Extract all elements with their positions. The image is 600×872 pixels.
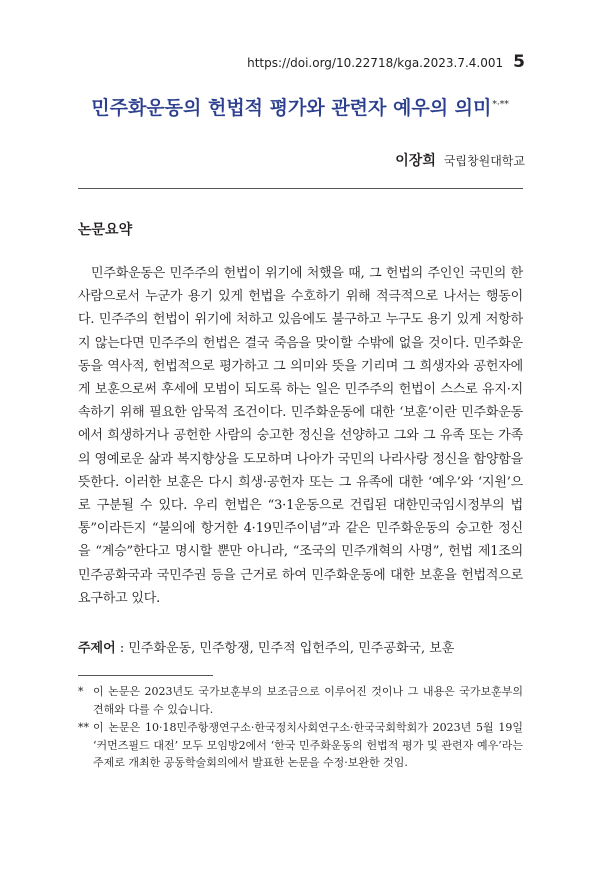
header-divider [78,188,523,189]
keywords-line [78,637,523,656]
page-header [247,52,525,72]
author-name: 이장희 [395,153,436,169]
paper-title-text: 민주화운동의 헌법적 평가와 관련자 예우의 의미 [91,97,492,119]
footnote-2 [78,719,523,772]
abstract-heading: 논문요약 [78,222,133,238]
author-block [395,150,525,170]
keywords-list: 민주화운동, 민주항쟁, 민주적 입헌주의, 민주공화국, 보훈 [128,641,455,656]
footnote-2-mark: ** [78,721,89,734]
abstract-body: 민주화운동은 민주주의 헌법이 위기에 처했을 때, 그 헌법의 주인인 국민의 한 사람으로서 누군가 용기 있게 헌법을 수호하기 위해 적극적으로 나서는 행동이다. 민주주의 헌법이 위기에 처하고 있음에도 불구하고 누구도 용기 있게 저항하지 않는다면 민주주의 헌법은 결국 죽음을 맞이할 수밖에 없을 것이다. 민주화운동을 역사적, 헌법적으로 평가하고 그 의미와 뜻을 기리며 그 희생자와 공헌자에게 보훈으로써 후세에 모범이 되도록 하는 일은 민주주의 헌법이 스스로 유지·지속하기 위해 필요한 암묵적 조건이다. 민주화운동에 대한 ‘보훈’이란 민주화운동에서 희생하거나 공헌한 사람의 숭고한 정신을 선양하고 그와 그 유족 또는 가족의 영예로운 삶과 복지향상을 도모하며 나아가 국민의 나라사랑 정신을 함양함을 뜻한다. 이러한 보훈은 다시 희생·공헌자 또는 그 유족에 대한 ‘예우’와 ‘지원’으로 구분될 수 있다. 우리 헌법은 “3·1운동으로 건립된 대한민국임시정부의 법통”이라든지 “불의에 항거한 4·19민주이념”과 같은 민주화운동의 숭고한 정신을 “계승”한다고 명시할 뿐만 아니라, “조국의 민주개혁의 사명”, 헌법 제1조의 민주공화국과 국민주권 등을 근거로 하여 민주화운동에 대한 보훈을 헌법적으로 요구하고 있다. [78,266,523,606]
author-affiliation: 국립창원대학교 [443,154,525,168]
page-number: 5 [513,52,525,72]
footnote-1 [78,683,523,718]
keywords-separator: : [115,641,129,656]
footnote-1-mark: * [78,685,84,698]
footnote-divider [78,675,213,676]
footnote-1-text: 이 논문은 2023년도 국가보훈부의 보조금으로 이루어진 것이나 그 내용은 국가보훈부의 견해와 다를 수 있습니다. [93,685,523,716]
footnote-2-text: 이 논문은 10·18민주항쟁연구소·한국정치사회연구소·한국국회학회가 2023년 5월 19일 ‘커먼즈필드 대전’ 모두 모임방2에서 ‘한국 민주화운동의 헌법적 평가 및 관련자 예우’라는 주제로 개최한 공동학술회의에서 발표한 논문을 수정·보완한 것임. [93,721,523,769]
title-footnote-marks[interactable]: *·** [492,99,509,110]
keywords-label: 주제어 [78,641,116,656]
doi-link[interactable]: https://doi.org/10.22718/kga.2023.7.4.001 [247,56,504,70]
paper-title [0,93,600,120]
